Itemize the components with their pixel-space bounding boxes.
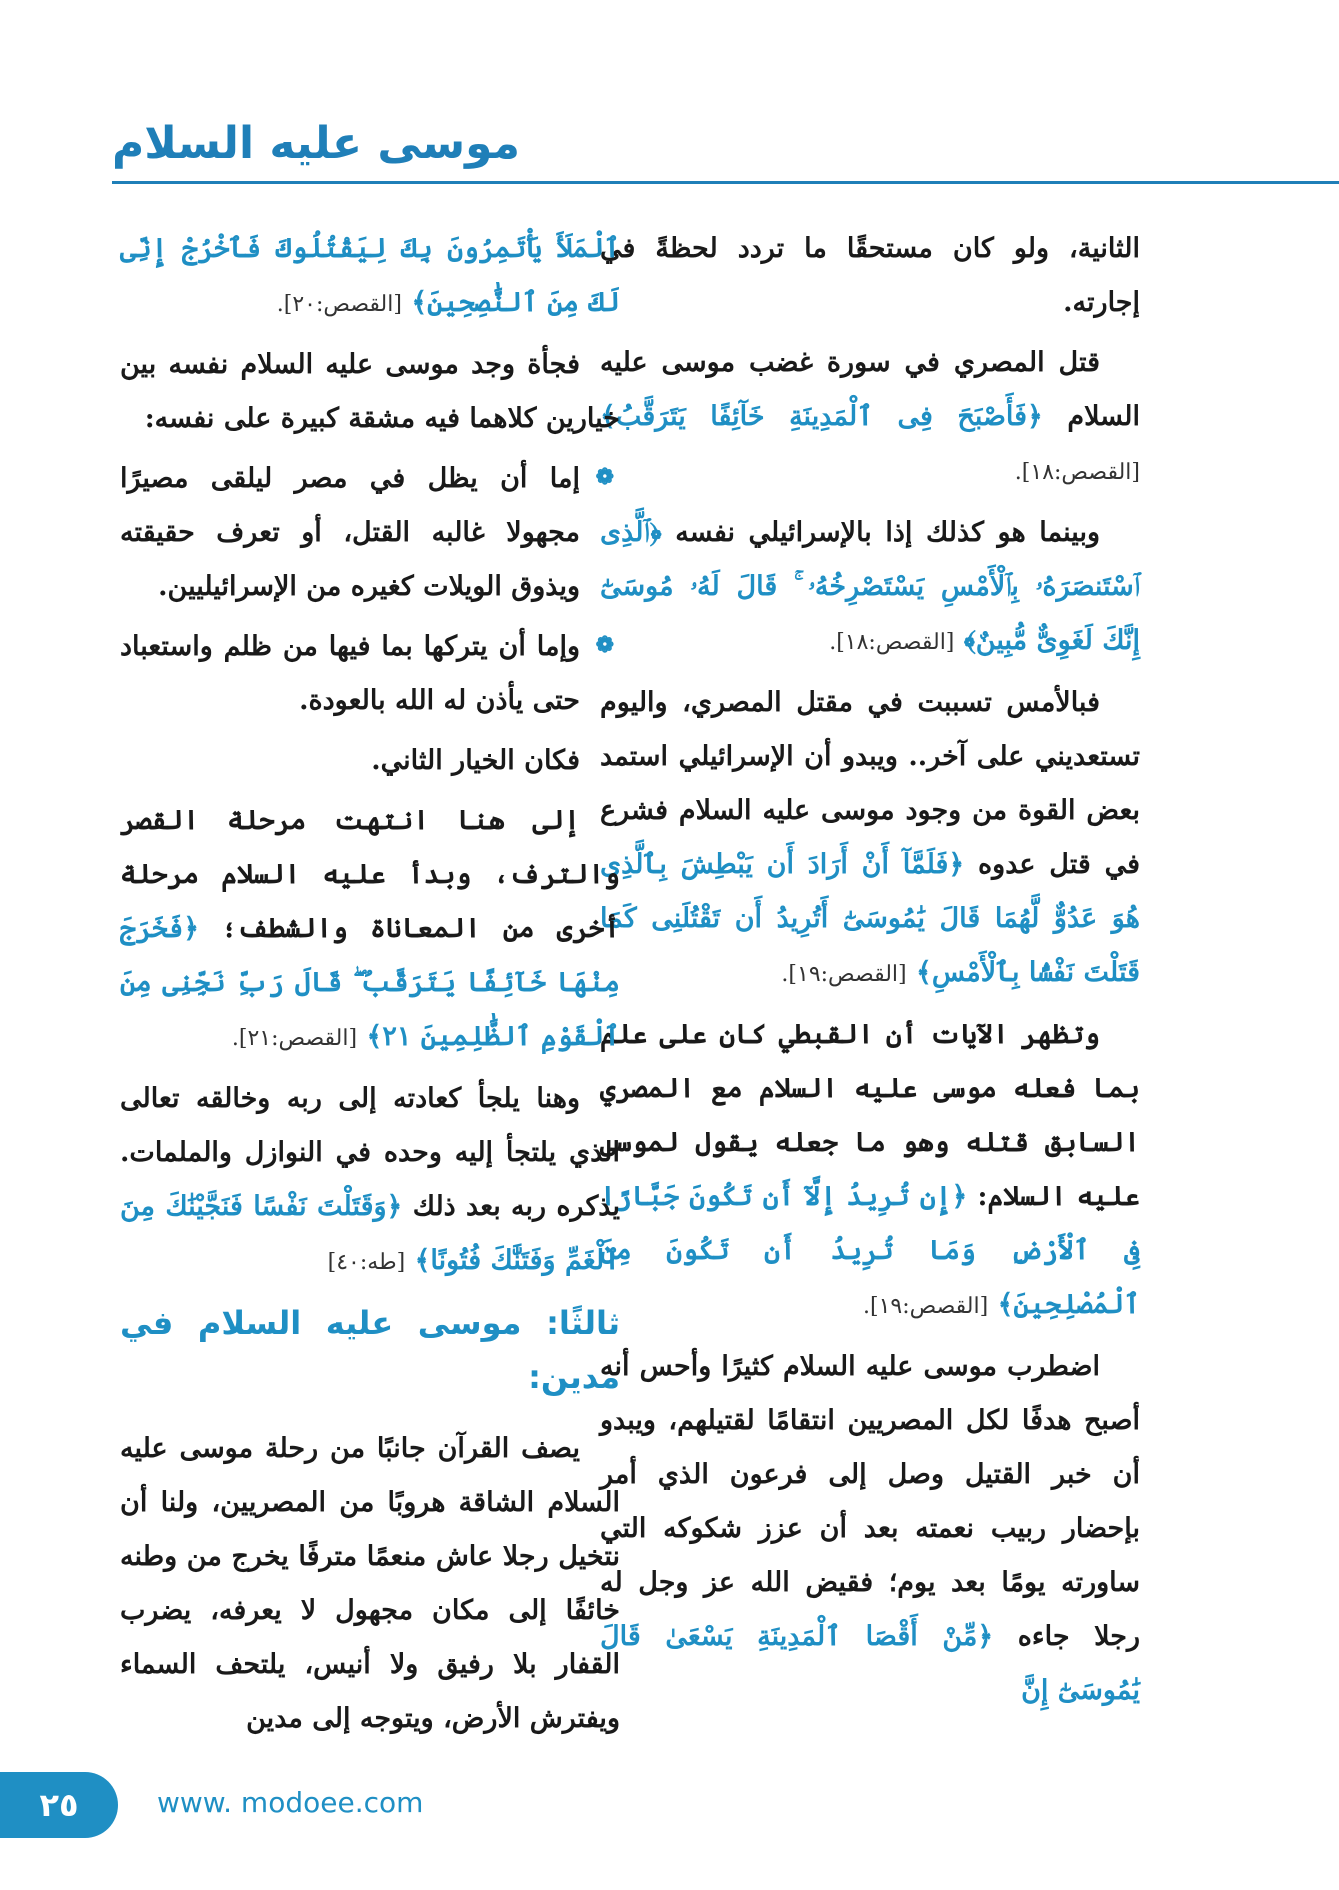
paragraph-text: اضطرب موسى عليه السلام كثيرًا وأحس أنه أصبح هدفًا لكل المصريين انتقامًا لقتيلهم، ويبدو أن خبر القتيل وصل إلى فرعون الذي أمر بإحضار ربيب نعمته بعد أن عزز شكوكه التي ساورته يومًا بعد يوم؛ فقيض الله عز وجل له رجلا جاءه	[600, 1351, 1140, 1652]
quran-verse: ﴿فَأَصْبَحَ فِى ٱلْمَدِينَةِ خَآئِفًا يَتَرَقَّبُ﴾	[600, 401, 1043, 432]
quran-verse: ﴿إِن تُرِيدُ إِلَّآ أَن تَكُونَ جَبَّارًا فِى ٱلْأَرْضِ وَمَا تُرِيدُ أَن تَكُونَ مِنَ ٱلْمُصْلِحِينَ﴾	[600, 1181, 1140, 1320]
verse-reference: [القصص:١٨].	[1014, 460, 1140, 485]
paragraph	[600, 506, 1140, 670]
paragraph-text: وبينما هو كذلك إذا بالإسرائيلي نفسه	[661, 517, 1100, 548]
bullet-text: وإما أن يتركها بما فيها من ظلم واستعباد حتى يأذن له الله بالعودة.	[120, 631, 580, 716]
paragraph-text: وتظهر الآيات أن القبطي كان على علم بما فعله موسى عليه السلام مع المصري السابق قتله وهو ما جعله يقول لموسى عليه السلام:	[600, 1019, 1140, 1212]
section-heading: ثالثًا: موسى عليه السلام في مدين:	[120, 1304, 620, 1396]
paragraph: الثانية، ولو كان مستحقًا ما تردد لحظةً في إجارته.	[600, 233, 1140, 318]
header-divider	[112, 181, 1339, 184]
quran-verse: ٱلْمَلَأَ يَأْتَمِرُونَ بِكَ لِيَقْتُلُوكَ فَٱخْرُجْ إِنِّى لَكَ مِنَ ٱلنَّٰصِحِينَ﴾	[120, 233, 620, 318]
website-link[interactable]: www. modoee.com	[157, 1786, 424, 1819]
paragraph-text: فبالأمس تسببت في مقتل المصري، واليوم تستعديني على آخر.. ويبدو أن الإسرائيلي استمد بعض القوة من وجود موسى عليه السلام فشرع في قتل عدوه	[600, 687, 1140, 880]
verse-reference: [القصص:١٩].	[781, 962, 907, 987]
quran-verse: ﴿فَخَرَجَ مِنْهَا خَآئِفًا يَتَرَقَّبُ ۖ قَالَ رَبِّ نَجِّنِى مِنَ ٱلْقَوْمِ ٱلظَّٰلِمِينَ ٢١﴾	[120, 913, 620, 1052]
paragraph: يصف القرآن جانبًا من رحلة موسى عليه السلام الشاقة هروبًا من المصريين، ولنا أن نتخيل رجلا عاش منعمًا مترفًا يخرج من وطنه خائفًا إلى مكان مجهول لا يعرفه، يضرب القفار بلا رفيق ولا أنيس، يلتحف السماء ويفترش الأرض، ويتوجه إلى مدين	[120, 1433, 620, 1734]
paragraph: فكان الخيار الثاني.	[371, 745, 580, 776]
left-column	[120, 222, 620, 1752]
bullet-item	[120, 452, 620, 614]
verse-reference: [القصص:١٩].	[863, 1294, 989, 1319]
paragraph: فجأة وجد موسى عليه السلام نفسه بين خيارين كلاهما فيه مشقة كبيرة على نفسه:	[120, 349, 620, 434]
paragraph	[600, 1340, 1140, 1718]
paragraph	[600, 676, 1140, 1002]
page-number-badge: ٢٥	[0, 1772, 118, 1838]
quran-verse: ﴿ٱلَّذِى ٱسْتَنصَرَهُۥ بِٱلْأَمْسِ يَسْتَصْرِخُهُۥ ۚ قَالَ لَهُۥ مُوسَىٰٓ إِنَّكَ لَغَوِىٌّ مُّبِينٌ﴾	[600, 517, 1140, 656]
verse-reference: [القصص:٢١].	[231, 1026, 358, 1051]
paragraph	[120, 222, 620, 332]
paragraph-text: إلى هنا انتهت مرحلة القصر والترف، وبدأ عليه السلام مرحلة أخرى من المعاناة والشطف؛	[120, 805, 620, 944]
paragraph	[120, 794, 620, 1066]
quran-verse: ﴿مِّنْ أَقْصَا ٱلْمَدِينَةِ يَسْعَىٰ قَالَ يَٰمُوسَىٰٓ إِنَّ	[600, 1621, 1140, 1706]
verse-reference: [طه:٤٠]	[327, 1250, 406, 1275]
flower-bullet-icon: ❁	[595, 464, 614, 490]
page-header-title: موسى عليه السلام	[112, 118, 520, 169]
paragraph	[600, 1008, 1140, 1334]
paragraph-text: قتل المصري في سورة غضب موسى عليه السلام	[600, 347, 1140, 432]
paragraph	[600, 336, 1140, 500]
bullet-item	[120, 620, 620, 728]
paragraph-text: وهنا يلجأ كعادته إلى ربه وخالقه تعالى الذي يلتجأ إليه وحده في النوازل والملمات. يذكره ربه بعد ذلك	[120, 1083, 620, 1222]
right-column	[600, 222, 1140, 1724]
verse-reference: [القصص:٢٠].	[276, 292, 402, 317]
quran-verse: ﴿فَلَمَّآ أَنْ أَرَادَ أَن يَبْطِشَ بِٱلَّذِى هُوَ عَدُوٌّ لَّهُمَا قَالَ يَٰمُوسَىٰٓ أَتُرِيدُ أَن تَقْتُلَنِى كَمَا قَتَلْتَ نَفْسًۢا بِٱلْأَمْسِ﴾	[600, 849, 1140, 988]
verse-reference: [القصص:١٨].	[829, 630, 955, 655]
paragraph	[120, 1072, 620, 1290]
flower-bullet-icon: ❁	[595, 632, 614, 658]
quran-verse: ﴿وَقَتَلْتَ نَفْسًا فَنَجَّيْنَٰكَ مِنَ ٱلْغَمِّ وَفَتَنَّٰكَ فُتُونًا﴾	[120, 1191, 620, 1276]
bullet-text: إما أن يظل في مصر ليلقى مصيرًا مجهولا غالبه القتل، أو تعرف حقيقته ويذوق الويلات كغيره من الإسرائيليين.	[120, 463, 580, 602]
